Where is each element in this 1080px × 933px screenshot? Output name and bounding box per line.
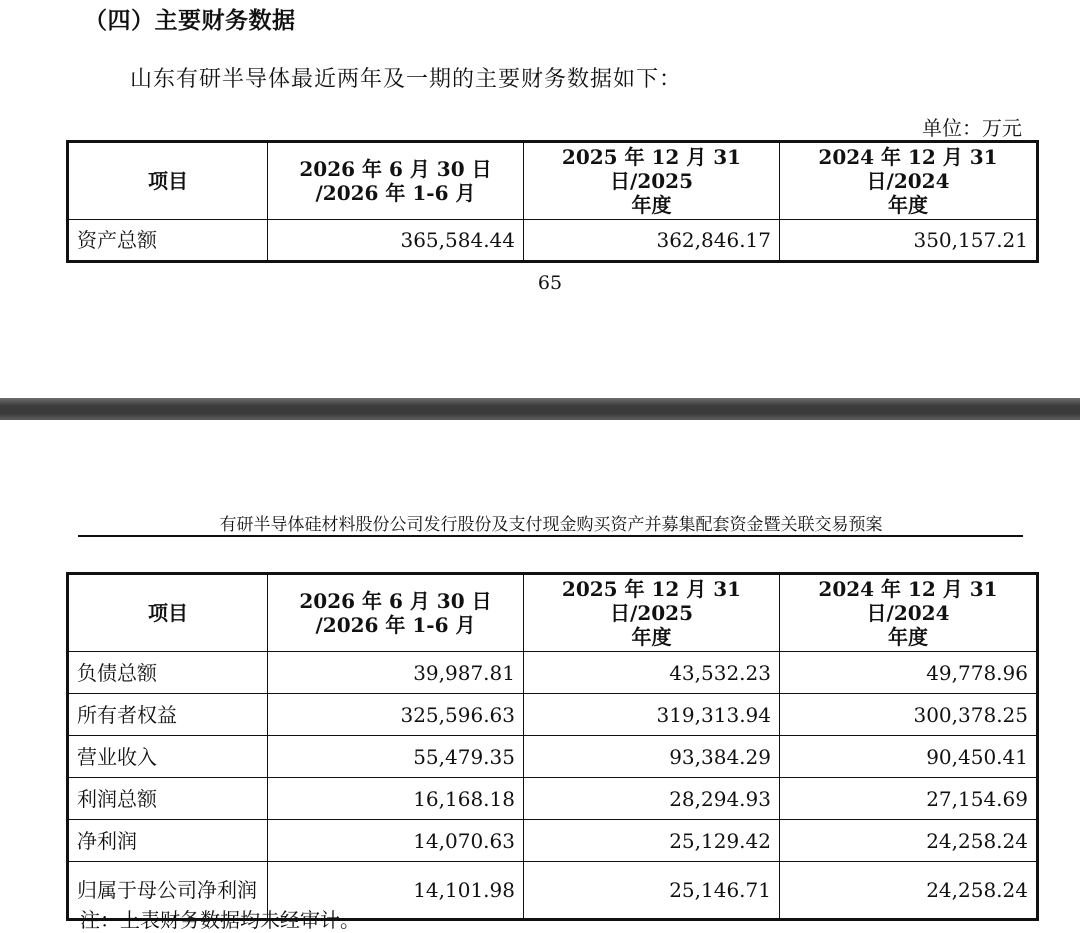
header-col2: 2025 年 12 月 31 日/2025 年度 <box>524 574 780 652</box>
row-label: 所有者权益 <box>68 694 268 736</box>
row-value: 27,154.69 <box>780 778 1038 820</box>
row-value: 93,384.29 <box>524 736 780 778</box>
header-col3: 2024 年 12 月 31 日/2024 年度 <box>780 574 1038 652</box>
header-col1: 2026 年 6 月 30 日 /2026 年 1-6 月 <box>268 142 524 220</box>
table-row <box>68 778 1038 820</box>
table-row <box>68 220 1038 262</box>
row-value: 16,168.18 <box>268 778 524 820</box>
header-rule <box>78 535 1023 537</box>
page-number: 65 <box>537 272 563 294</box>
document-running-header: 有研半导体硅材料股份公司发行股份及支付现金购买资产并募集配套资金暨关联交易预案 <box>219 515 883 535</box>
row-label: 资产总额 <box>68 220 268 262</box>
intro-paragraph: 山东有研半导体最近两年及一期的主要财务数据如下： <box>130 67 683 92</box>
header-item: 项目 <box>68 142 268 220</box>
header-col3: 2024 年 12 月 31 日/2024 年度 <box>780 142 1038 220</box>
table-row <box>68 694 1038 736</box>
row-value: 28,294.93 <box>524 778 780 820</box>
row-value: 55,479.35 <box>268 736 524 778</box>
row-label: 营业收入 <box>68 736 268 778</box>
row-value: 90,450.41 <box>780 736 1038 778</box>
page-divider <box>0 398 1080 420</box>
table-row <box>68 820 1038 862</box>
row-value: 319,313.94 <box>524 694 780 736</box>
row-value: 365,584.44 <box>268 220 524 262</box>
row-value: 25,129.42 <box>524 820 780 862</box>
row-value: 43,532.23 <box>524 652 780 694</box>
table-row <box>68 652 1038 694</box>
table-header-row <box>68 142 1038 220</box>
row-label: 负债总额 <box>68 652 268 694</box>
row-value: 24,258.24 <box>780 862 1038 920</box>
header-col1: 2026 年 6 月 30 日 /2026 年 1-6 月 <box>268 574 524 652</box>
row-label: 净利润 <box>68 820 268 862</box>
table-footnote: 注：上表财务数据均未经审计。 <box>80 908 360 932</box>
financial-table-part2 <box>66 572 1039 921</box>
financial-table-part1 <box>66 140 1039 263</box>
row-value: 49,778.96 <box>780 652 1038 694</box>
header-col2: 2025 年 12 月 31 日/2025 年度 <box>524 142 780 220</box>
row-value: 362,846.17 <box>524 220 780 262</box>
row-value: 14,070.63 <box>268 820 524 862</box>
header-item: 项目 <box>68 574 268 652</box>
row-value: 325,596.63 <box>268 694 524 736</box>
row-value: 24,258.24 <box>780 820 1038 862</box>
row-value: 25,146.71 <box>524 862 780 920</box>
row-label: 归属于母公司净利润 <box>68 862 268 920</box>
row-value: 300,378.25 <box>780 694 1038 736</box>
table-row <box>68 736 1038 778</box>
row-value: 350,157.21 <box>780 220 1038 262</box>
section-heading: （四）主要财务数据 <box>84 7 296 34</box>
row-value: 14,101.98 <box>268 862 524 920</box>
row-label: 利润总额 <box>68 778 268 820</box>
row-value: 39,987.81 <box>268 652 524 694</box>
table-header-row <box>68 574 1038 652</box>
unit-label: 单位：万元 <box>922 116 1022 140</box>
